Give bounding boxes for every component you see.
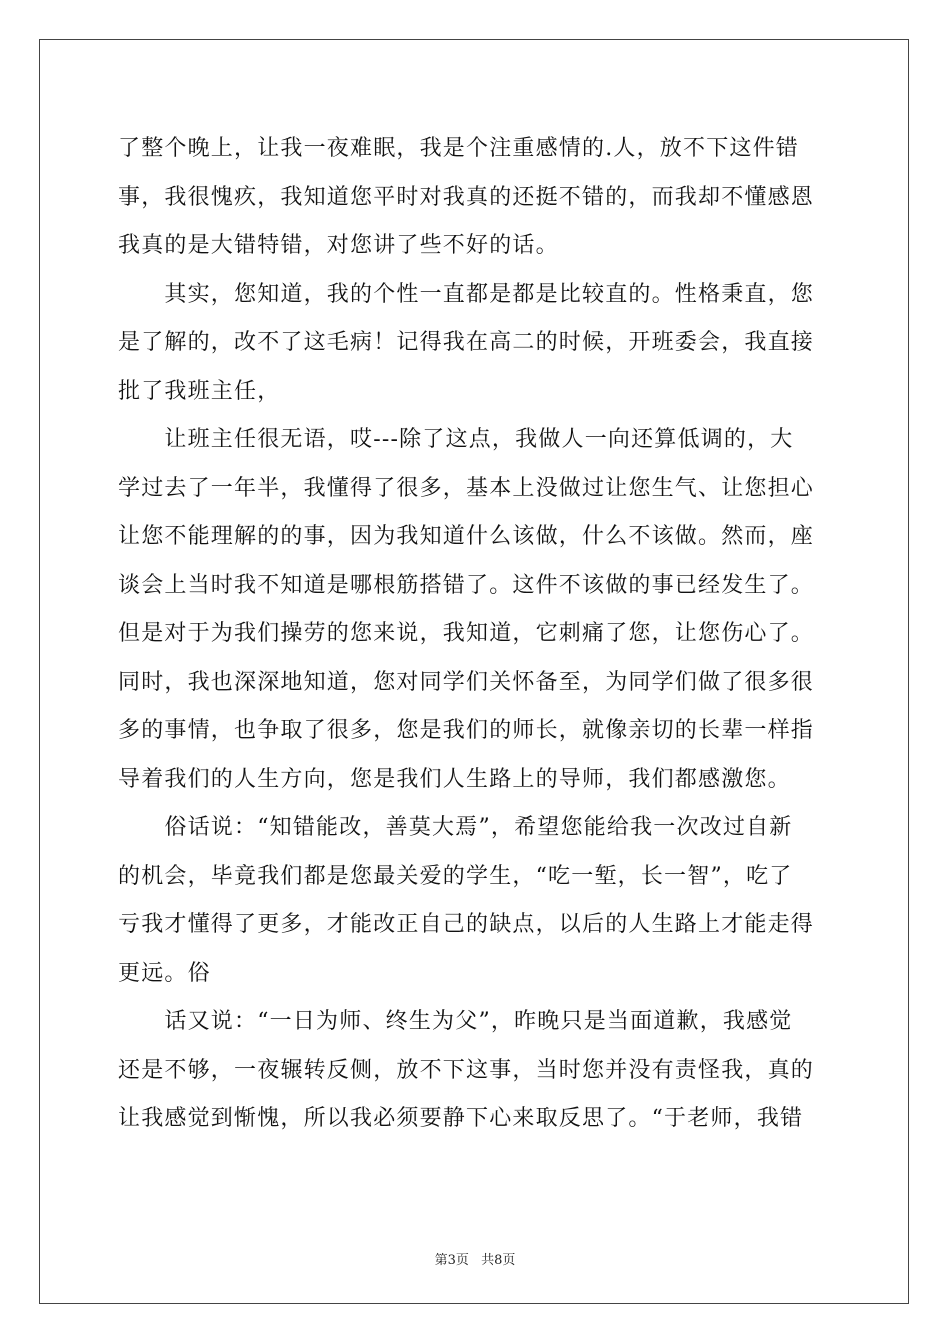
text-line: 但是对于为我们操劳的您来说，我知道，它刺痛了您，让您伤心了。 (118, 621, 815, 646)
text-line: 让您不能理解的的事，因为我知道什么该做，什么不该做。然而，座 (118, 524, 815, 549)
text-line: 让班主任很无语，哎---除了这点，我做人一向还算低调的，大 (118, 427, 794, 452)
text-line: 其实，您知道，我的个性一直都是都是比较直的。性格秉直，您 (118, 281, 815, 307)
text-line: 的机会，毕竟我们都是您最关爱的学生，“吃一堑，长一智”，吃了 (118, 863, 793, 889)
text-line: 是了解的，改不了这毛病！记得我在高二的时候，开班委会，我直接 (118, 330, 815, 355)
page-count: 共8页 (481, 1253, 516, 1268)
page-number: 第3页 (434, 1253, 469, 1268)
document-body (118, 125, 834, 1144)
text-line: 导着我们的人生方向，您是我们人生路上的导师，我们都感激您。 (118, 766, 791, 792)
text-line: 俗话说：“知错能改，善莫大焉”，希望您能给我一次改过自新 (118, 815, 793, 840)
text-line: 事，我很愧疚，我知道您平时对我真的还挺不错的，而我却不懂感恩 (118, 184, 815, 210)
text-line: 同时，我也深深地知道，您对同学们关怀备至，为同学们做了很多很 (118, 669, 815, 695)
text-line: 亏我才懂得了更多，才能改正自己的缺点，以后的人生路上才能走得 (118, 912, 815, 937)
text-line: 批了我班主任， (118, 378, 281, 404)
text-line: 学过去了一年半，我懂得了很多，基本上没做过让您生气、让您担心 (118, 475, 815, 501)
text-line: 多的事情，也争取了很多，您是我们的师长，就像亲切的长辈一样指 (118, 718, 815, 743)
text-line: 让我感觉到惭愧，所以我必须要静下心来取反思了。“于老师，我错 (118, 1106, 804, 1131)
page-footer (0, 1249, 950, 1268)
text-line: 话又说：“一日为师、终生为父”，昨晚只是当面道歉，我感觉 (118, 1009, 793, 1034)
text-line: 谈会上当时我不知道是哪根筋搭错了。这件不该做的事已经发生了。 (118, 572, 815, 598)
text-line: 了整个晚上，让我一夜难眠，我是个注重感情的.人，放不下这件错 (118, 136, 799, 161)
text-line: 我真的是大错特错，对您讲了些不好的话。 (118, 233, 559, 258)
text-line: 更远。俗 (118, 960, 211, 986)
text-line: 还是不够，一夜辗转反侧，放不下这事，当时您并没有责怪我，真的 (118, 1057, 815, 1083)
